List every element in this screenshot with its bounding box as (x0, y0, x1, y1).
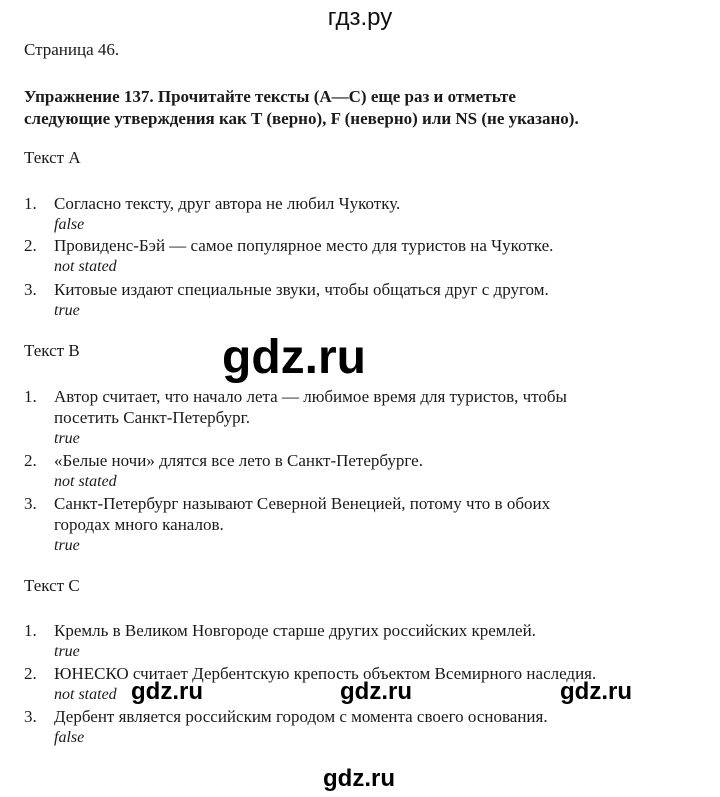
item-number: 1. (24, 387, 37, 406)
item-text: Провиденс-Бэй — самое популярное место для туристов на Чукотке. (54, 236, 554, 255)
list-item (24, 493, 684, 555)
exercise-title-line-2: следующие утверждения как T (верно), F (неверно) или NS (не указано). (24, 109, 579, 128)
exercise-title-line-1: Упражнение 137. Прочитайте тексты (A—C) еще раз и отметьте (24, 87, 516, 106)
list-item (24, 450, 684, 490)
item-number: 1. (24, 621, 37, 640)
item-answer: not stated (54, 686, 117, 703)
section-title-b: Текст B (24, 341, 80, 360)
exercise-title (24, 86, 704, 130)
page-label: Страница 46. (24, 40, 120, 59)
item-text: ЮНЕСКО считает Дербентскую крепость объектом Всемирного наследия. (54, 664, 597, 683)
item-answer: not stated (54, 258, 117, 275)
item-answer: false (54, 216, 85, 233)
section-title-c: Текст С (24, 576, 80, 595)
item-answer: false (54, 729, 85, 746)
item-answer: true (54, 643, 80, 660)
item-text: Дербент является российским городом с момента своего основания. (54, 707, 548, 726)
section-title-a: Текст А (24, 148, 81, 167)
list-item (24, 620, 684, 660)
watermark-large: gdz.ru (222, 331, 366, 384)
list-item (24, 193, 684, 233)
item-number: 3. (24, 280, 37, 299)
item-text-continued: городах много каналов. (54, 515, 224, 534)
item-number: 2. (24, 664, 37, 683)
item-text: Китовые издают специальные звуки, чтобы общаться друг с другом. (54, 280, 549, 299)
item-number: 1. (24, 194, 37, 213)
item-text: Согласно тексту, друг автора не любил Чукотку. (54, 194, 401, 213)
item-answer: not stated (54, 473, 117, 490)
item-number: 2. (24, 236, 37, 255)
watermark-right: gdz.ru (560, 678, 632, 705)
item-number: 3. (24, 494, 37, 513)
item-answer: true (54, 302, 80, 319)
list-item (24, 235, 684, 275)
item-number: 2. (24, 451, 37, 470)
watermark-left: gdz.ru (131, 678, 203, 705)
item-text-continued: посетить Санкт-Петербург. (54, 408, 250, 427)
watermark-center: gdz.ru (340, 678, 412, 705)
watermark-bottom: gdz.ru (323, 765, 395, 792)
item-text: «Белые ночи» длятся все лето в Санкт-Петербурге. (54, 451, 423, 470)
list-item (24, 279, 684, 319)
site-logo[interactable]: гдз.ру (327, 4, 393, 31)
item-text: Санкт-Петербург называют Северной Венецией, потому что в обоих (54, 494, 551, 513)
item-number: 3. (24, 707, 37, 726)
item-answer: true (54, 430, 80, 447)
item-text: Автор считает, что начало лета — любимое время для туристов, чтобы (54, 387, 567, 406)
item-text: Кремль в Великом Новгороде старше других российских кремлей. (54, 621, 536, 640)
list-item (24, 386, 684, 448)
item-answer: true (54, 537, 80, 554)
list-item (24, 706, 684, 746)
